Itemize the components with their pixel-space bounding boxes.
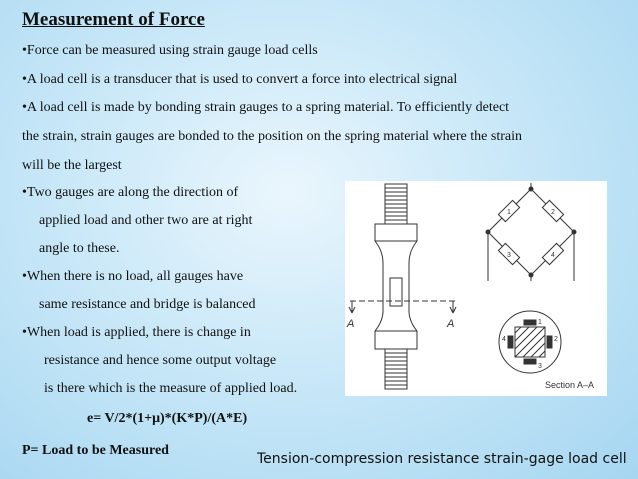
load-cell-diagram [345,181,607,396]
load-definition: P= Load to be Measured [22,443,169,458]
bullet-load-cell-made-line3: will be the largest [22,158,122,173]
section-caption: Section A–A [545,380,595,390]
top-thread [385,184,407,224]
bullet-two-gauges: •Two gauges are along the direction of [22,185,239,200]
bullet-load-applied: •When load is applied, there is change in [22,325,251,340]
bullet-load-cell-made-line2: the strain, strain gauges are bonded to the position on the spring material where the strain [22,129,522,144]
bullet-no-load: •When there is no load, all gauges have [22,269,244,284]
figure-caption: Tension-compression resistance strain-gage load cell [257,451,627,467]
bullet-force-measured: •Force can be measured using strain gauge load cells [22,43,318,58]
bullet-load-applied-line2: resistance and hence some output voltage [44,353,277,368]
section-gauge-label-4: 4 [502,336,506,343]
section-label-right: A [447,318,455,330]
bottom-thread [385,349,407,389]
load-cell-drawing [345,181,607,396]
section-gauge-label-1: 1 [538,319,542,326]
bullet-load-cell-transducer: •A load cell is a transducer that is used to convert a force into electrical signal [22,72,458,87]
bullet-load-cell-made: •A load cell is made by bonding strain gauges to a spring material. To efficiently detect [22,100,510,115]
wheatstone-bridge [486,183,576,281]
section-label-left: A [347,318,355,330]
bridge-label-1: 1 [507,209,511,216]
bullet-load-applied-line3: is there which is the measure of applied load. [44,381,298,396]
bullet-two-gauges-line3: angle to these. [39,241,120,256]
bullet-no-load-line2: same resistance and bridge is balanced [39,297,256,312]
slide-title: Measurement of Force [22,9,205,30]
section-gauge-label-2: 2 [554,336,558,343]
section-gauge-label-3: 3 [538,363,542,370]
bridge-label-4: 4 [551,252,555,259]
bridge-label-3: 3 [507,252,511,259]
section-view [499,311,561,373]
bridge-label-2: 2 [551,209,555,216]
column-gauge [390,278,402,306]
formula: e= V/2*(1+μ)*(K*P)/(A*E) [87,411,248,426]
bullet-two-gauges-line2: applied load and other two are at right [39,213,253,228]
